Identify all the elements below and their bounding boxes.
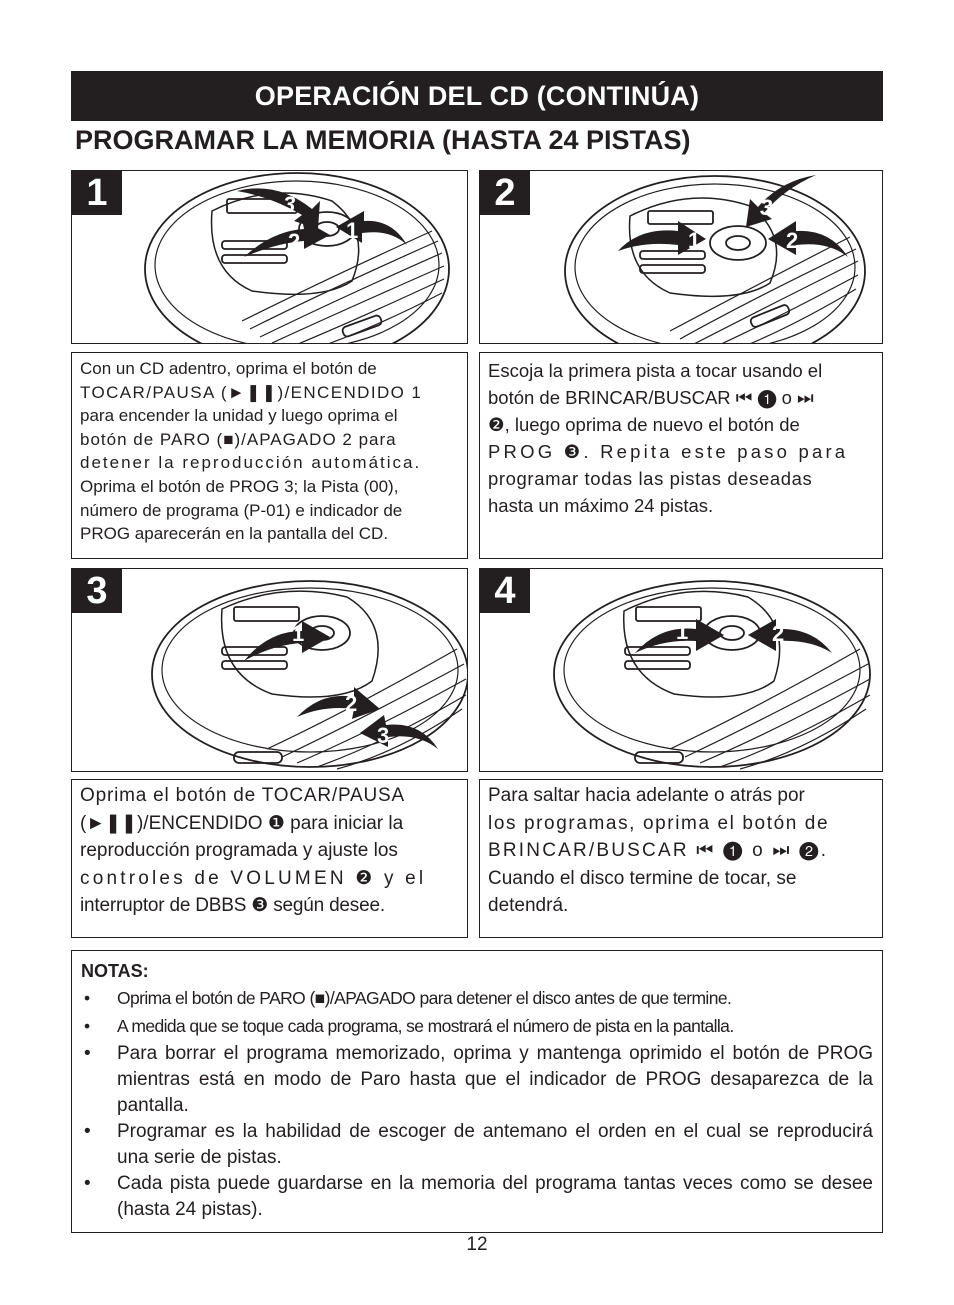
instruction-line: detendrá. — [488, 895, 569, 916]
arrow-label: 3 — [377, 723, 390, 748]
instruction-line: hasta un máximo 24 pistas. — [488, 495, 714, 516]
instruction-line: controles de VOLUMEN ❷ y el — [80, 867, 427, 889]
bullet: • — [84, 1016, 90, 1036]
arrow-label: 3 — [283, 192, 296, 217]
step-1-illustration-panel — [71, 170, 468, 344]
arrow-label: 2 — [288, 229, 301, 254]
note-item — [81, 1119, 873, 1171]
note-item — [81, 1171, 873, 1223]
note-text: A medida que se toque cada programa, se mostrará el número de pista en la pantalla. — [117, 1016, 734, 1036]
instruction-line: ❷, luego oprima de nuevo el botón de — [488, 414, 800, 435]
note-text: Programar es la habilidad de escoger de antemano el orden en el cual se reproducirá una serie de pistas. — [117, 1121, 873, 1168]
note-text: Cada pista puede guardarse en la memoria del programa tantas veces como se desee (hasta 24 pistas). — [117, 1173, 873, 1220]
step-number: 2 — [480, 171, 530, 215]
instruction-line: PROG aparecerán en la pantalla del CD. — [80, 524, 389, 544]
step-1-instructions — [71, 352, 468, 559]
instruction-line: programar todas las pistas deseadas — [488, 468, 813, 489]
instruction-line: los programas, oprima el botón de — [488, 812, 830, 834]
step-2-instructions — [479, 352, 883, 559]
instruction-line: para encender la unidad y luego oprima el — [80, 406, 398, 426]
instruction-line: Para saltar hacia adelante o atrás por — [488, 785, 805, 806]
step-number: 3 — [72, 569, 122, 613]
instruction-line: botón de BRINCAR/BUSCAR ⏮ ❶ o ⏭ — [488, 387, 814, 408]
instruction-line: Cuando el disco termine de tocar, se — [488, 867, 797, 889]
step-3-illustration-panel — [71, 568, 468, 772]
instruction-line: Oprima el botón de TOCAR/PAUSA — [80, 785, 405, 806]
instruction-line: (►❚❚)/ENCENDIDO ❶ para iniciar la — [80, 812, 404, 834]
step-2-illustration-panel — [479, 170, 883, 344]
bullet: • — [84, 1043, 91, 1064]
arrow-label: 2 — [786, 228, 799, 253]
instruction-line: detener la reproducción automática. — [80, 453, 422, 473]
arrow-label: 3 — [760, 195, 773, 220]
arrow-label: 1 — [676, 619, 689, 644]
note-text: Para borrar el programa memorizado, oprima y mantenga oprimido el botón de PROG mientras está en modo de Paro hasta que el indicador de PROG desaparezca de la pantalla. — [117, 1043, 873, 1116]
note-item — [81, 1041, 873, 1119]
bullet: • — [84, 1173, 91, 1194]
step-number: 4 — [480, 569, 530, 613]
page-number: 12 — [466, 1234, 488, 1255]
instruction-line: Con un CD adentro, oprima el botón de — [80, 359, 377, 378]
notes-title: NOTAS: — [81, 961, 149, 981]
arrow-label: 1 — [688, 228, 701, 253]
instruction-line: reproducción programada y ajuste los — [80, 840, 398, 861]
step-number: 1 — [72, 171, 122, 215]
instruction-line: PROG ❸. Repita este paso para — [488, 441, 849, 462]
step-3-instructions — [71, 779, 468, 938]
note-item — [81, 1013, 873, 1039]
note-item — [81, 985, 873, 1011]
arrow-label: 2 — [772, 621, 785, 646]
notes-box — [71, 950, 883, 1233]
page-subtitle: PROGRAMAR LA MEMORIA (HASTA 24 PISTAS) — [75, 125, 691, 155]
step-4-instructions — [479, 779, 883, 938]
instruction-line: interruptor de DBBS ❸ según desee. — [80, 895, 385, 916]
arrow-label: 1 — [346, 218, 359, 243]
instruction-line: BRINCAR/BUSCAR ⏮ ❶ o ⏭ ❷. — [488, 840, 829, 861]
section-header: OPERACIÓN DEL CD (CONTINÚA) — [71, 71, 883, 121]
bullet: • — [84, 988, 90, 1008]
instruction-line: número de programa (P-01) e indicador de — [80, 500, 403, 520]
instruction-line: TOCAR/PAUSA (►❚❚)/ENCENDIDO 1 — [80, 382, 423, 402]
arrow-label: 1 — [292, 621, 305, 646]
instruction-line: Escoja la primera pista a tocar usando el — [488, 360, 823, 381]
step-4-illustration-panel — [479, 568, 883, 772]
note-text: Oprima el botón de PARO (■)/APAGADO para detener el disco antes de que termine. — [117, 988, 732, 1008]
instruction-line: botón de PARO (■)/APAGADO 2 para — [80, 429, 397, 449]
bullet: • — [84, 1121, 91, 1142]
arrow-label: 2 — [345, 691, 358, 716]
instruction-line: Oprima el botón de PROG 3; la Pista (00), — [80, 476, 399, 496]
